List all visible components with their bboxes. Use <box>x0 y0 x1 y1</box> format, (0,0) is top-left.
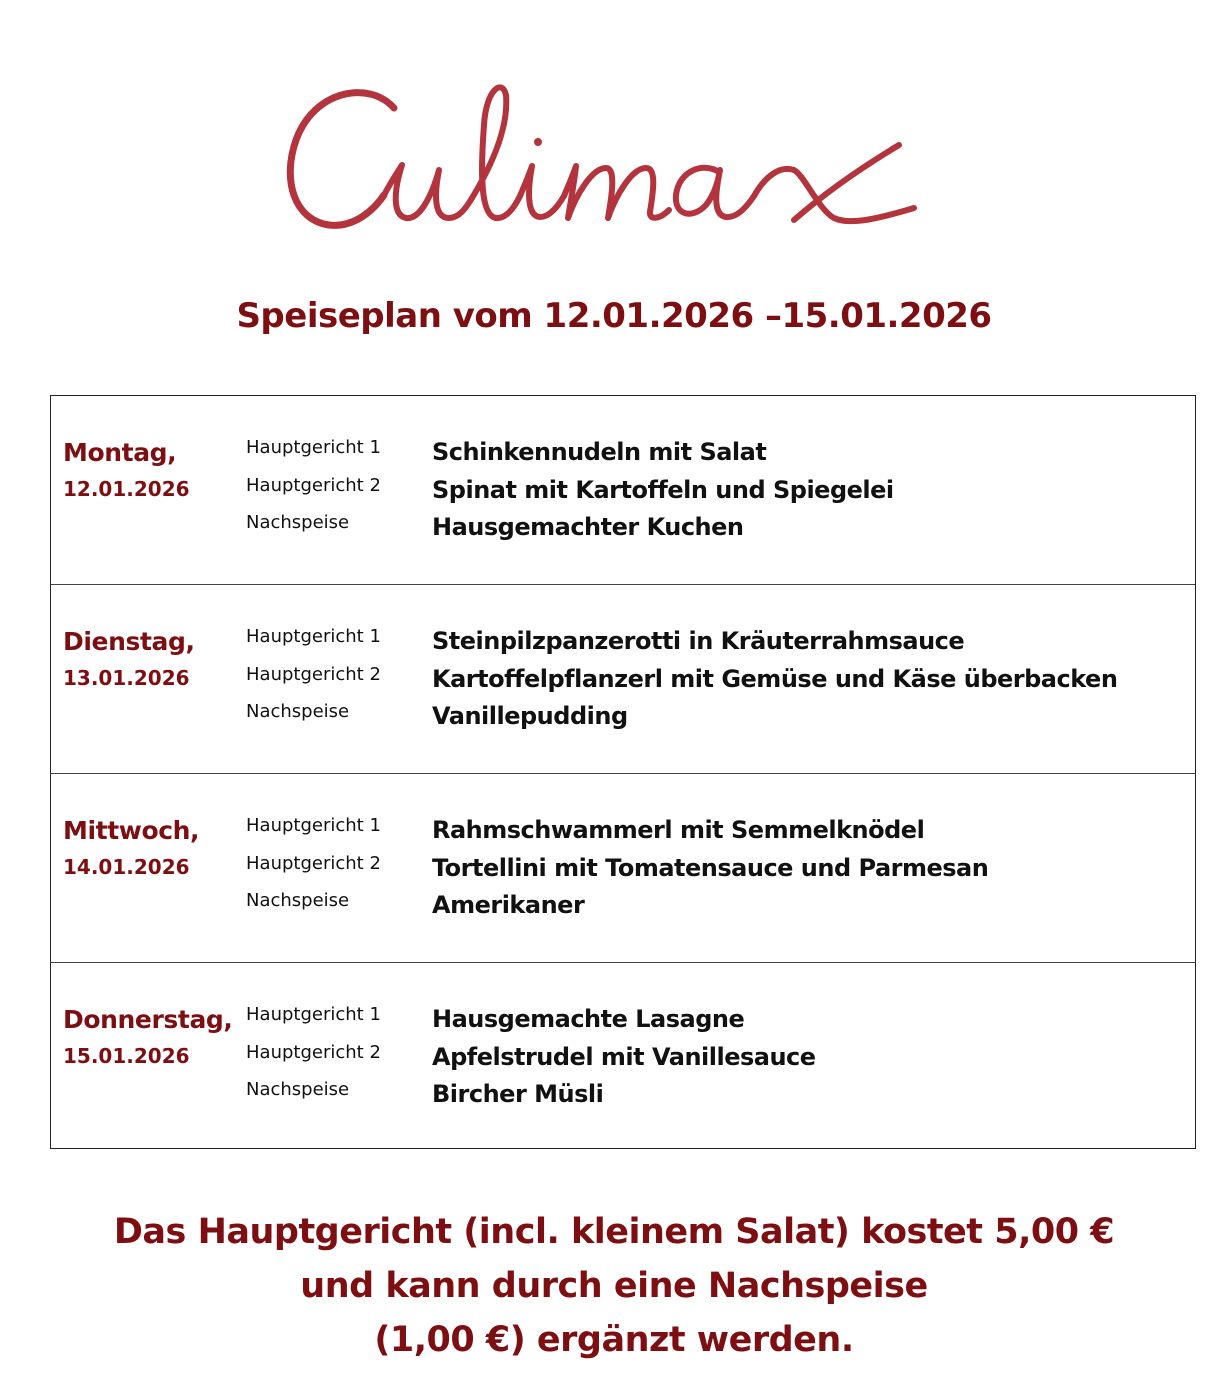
course-labels <box>246 1003 381 1116</box>
dish-main-1: Steinpilzpanzerotti in Kräuterrahmsauce <box>432 627 965 655</box>
course-labels <box>246 814 381 927</box>
day-row-tuesday <box>51 585 1195 774</box>
course-label: Nachspeise <box>246 701 350 722</box>
course-label: Hauptgericht 1 <box>246 626 381 647</box>
day-row-thursday <box>51 963 1195 1152</box>
dish-main-2: Spinat mit Kartoffeln und Spiegelei <box>432 475 894 504</box>
dish-main-2: Apfelstrudel mit Vanillesauce <box>432 1042 816 1071</box>
culimax-logo <box>0 70 1228 255</box>
course-label: Nachspeise <box>246 890 350 911</box>
course-label: Nachspeise <box>246 512 350 533</box>
price-note-line-3: (1,00 €) ergänzt werden. <box>374 1320 854 1360</box>
day-date: 13.01.2026 <box>63 666 190 690</box>
dish-list <box>432 438 894 551</box>
culimax-logo-script <box>274 70 954 255</box>
course-label: Hauptgericht 2 <box>246 474 381 496</box>
dish-main-2: Tortellini mit Tomatensauce und Parmesan <box>432 853 989 882</box>
dish-list <box>432 627 1117 740</box>
price-note <box>0 1205 1228 1367</box>
day-row-monday <box>51 396 1195 585</box>
dish-main-1: Schinkennudeln mit Salat <box>432 438 767 466</box>
course-labels <box>246 436 381 549</box>
menu-table <box>50 395 1196 1149</box>
course-label: Hauptgericht 2 <box>246 852 381 874</box>
course-labels <box>246 625 381 738</box>
dish-main-1: Hausgemachte Lasagne <box>432 1005 745 1033</box>
course-label: Hauptgericht 2 <box>246 663 381 685</box>
price-note-line-2: und kann durch eine Nachspeise <box>300 1266 928 1306</box>
dish-main-2: Kartoffelpflanzerl mit Gemüse und Käse überbacken <box>432 664 1118 693</box>
course-label: Hauptgericht 1 <box>246 1004 381 1025</box>
course-label: Nachspeise <box>246 1079 350 1100</box>
course-label: Hauptgericht 1 <box>246 815 381 836</box>
day-date: 15.01.2026 <box>63 1044 190 1068</box>
day-name: Dienstag, <box>63 627 195 656</box>
dish-list <box>432 1005 816 1118</box>
day-row-wednesday <box>51 774 1195 963</box>
dish-main-1: Rahmschwammerl mit Semmelknödel <box>432 816 925 844</box>
dish-dessert: Vanillepudding <box>432 702 628 730</box>
page-title: Speiseplan vom 12.01.2026 –15.01.2026 <box>236 296 992 336</box>
day-date: 14.01.2026 <box>63 855 190 879</box>
dish-dessert: Hausgemachter Kuchen <box>432 513 744 541</box>
course-label: Hauptgericht 2 <box>246 1041 381 1063</box>
day-name: Donnerstag, <box>63 1005 233 1034</box>
day-name: Montag, <box>63 438 177 467</box>
day-date: 12.01.2026 <box>63 477 190 501</box>
course-label: Hauptgericht 1 <box>246 437 381 458</box>
day-name: Mittwoch, <box>63 816 200 845</box>
dish-dessert: Bircher Müsli <box>432 1080 604 1108</box>
dish-dessert: Amerikaner <box>432 891 585 919</box>
dish-list <box>432 816 988 929</box>
price-note-line-1: Das Hauptgericht (incl. kleinem Salat) kostet 5,00 € <box>113 1212 1115 1252</box>
